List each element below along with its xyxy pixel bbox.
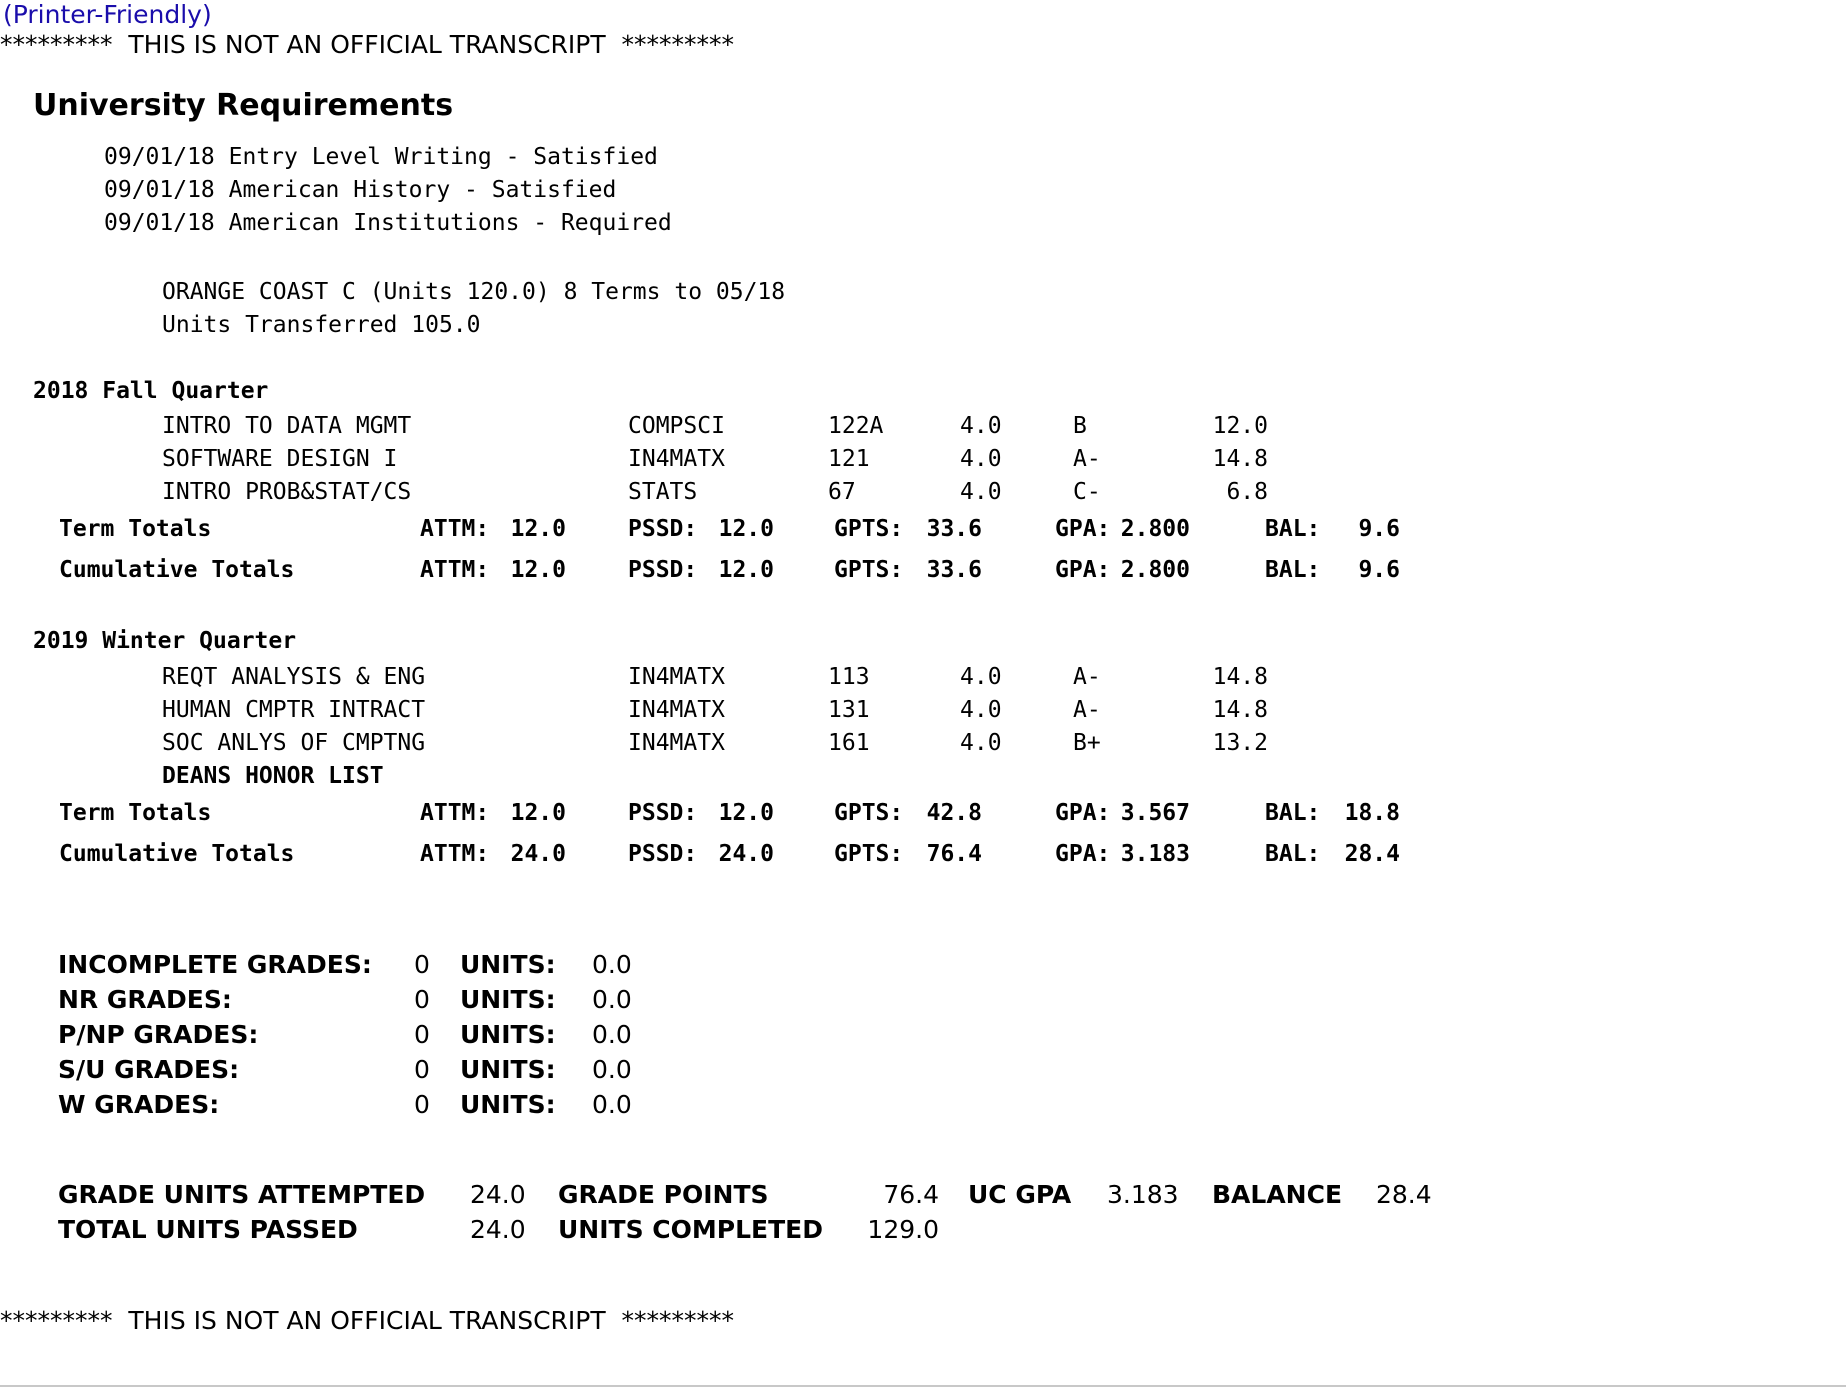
grade-units-label: UNITS:: [460, 1090, 556, 1119]
course-dept: COMPSCI: [628, 413, 725, 439]
course-grade: A-: [1073, 697, 1101, 723]
gpa-label: GPA:: [1055, 516, 1111, 542]
grade-units-label: UNITS:: [460, 950, 556, 979]
gpts-label: GPTS:: [834, 557, 904, 583]
course-units: 4.0: [960, 413, 1002, 439]
grade-count-label: INCOMPLETE GRADES:: [58, 950, 372, 979]
gpts-value: 42.8: [926, 800, 982, 826]
attm-value: 12.0: [510, 800, 566, 826]
gpts-label: GPTS:: [834, 841, 904, 867]
uc-gpa-label: UC GPA: [968, 1180, 1072, 1209]
gpts-value: 33.6: [926, 557, 982, 583]
course-units: 4.0: [960, 697, 1002, 723]
bal-label: BAL:: [1265, 800, 1321, 826]
grade-units-label: UNITS:: [460, 1055, 556, 1084]
gpa-value: 2.800: [1120, 516, 1190, 542]
cumulative-totals-label: Cumulative Totals: [59, 557, 295, 583]
gpa-value: 3.183: [1120, 841, 1190, 867]
bal-label: BAL:: [1265, 841, 1321, 867]
course-grade: A-: [1073, 446, 1101, 472]
attm-value: 24.0: [510, 841, 566, 867]
gpa-label: GPA:: [1055, 800, 1111, 826]
course-units: 4.0: [960, 479, 1002, 505]
term-totals-label: Term Totals: [59, 516, 212, 542]
pssd-label: PSSD:: [628, 557, 698, 583]
not-official-banner-top: ********* THIS IS NOT AN OFFICIAL TRANSCRIPT *********: [0, 30, 735, 59]
term-title: 2018 Fall Quarter: [33, 378, 269, 404]
pssd-value: 12.0: [718, 516, 774, 542]
gpts-value: 33.6: [926, 516, 982, 542]
course-number: 131: [828, 697, 870, 723]
course-title: REQT ANALYSIS & ENG: [162, 664, 426, 690]
attm-value: 12.0: [510, 516, 566, 542]
requirement-item: 09/01/18 American Institutions - Required: [104, 210, 672, 236]
attm-label: ATTM:: [420, 800, 490, 826]
bal-value: 18.8: [1344, 800, 1400, 826]
units-completed-label: UNITS COMPLETED: [558, 1215, 823, 1244]
course-units: 4.0: [960, 446, 1002, 472]
grade-count-value: 0: [414, 985, 430, 1014]
course-title: INTRO TO DATA MGMT: [162, 413, 412, 439]
cumulative-totals-label: Cumulative Totals: [59, 841, 295, 867]
units-transferred-line: Units Transferred 105.0: [162, 312, 481, 338]
course-dept: IN4MATX: [628, 664, 725, 690]
course-points: 14.8: [1212, 446, 1268, 472]
course-number: 161: [828, 730, 870, 756]
course-points: 12.0: [1212, 413, 1268, 439]
course-title: SOC ANLYS OF CMPTNG: [162, 730, 426, 756]
grade-units-label: UNITS:: [460, 985, 556, 1014]
attm-label: ATTM:: [420, 841, 490, 867]
term-totals-label: Term Totals: [59, 800, 212, 826]
grade-units-attempted-label: GRADE UNITS ATTEMPTED: [58, 1180, 426, 1209]
course-points: 14.8: [1212, 697, 1268, 723]
pssd-label: PSSD:: [628, 800, 698, 826]
transfer-school-line: ORANGE COAST C (Units 120.0) 8 Terms to 05/18: [162, 279, 786, 305]
requirement-item: 09/01/18 American History - Satisfied: [104, 177, 617, 203]
grade-units-value: 0.0: [592, 1090, 632, 1119]
grade-count-value: 0: [414, 950, 430, 979]
gpa-value: 2.800: [1120, 557, 1190, 583]
course-dept: IN4MATX: [628, 730, 725, 756]
total-units-passed-value: 24.0: [470, 1215, 526, 1244]
printer-friendly-link[interactable]: (Printer-Friendly): [3, 0, 212, 29]
course-number: 67: [828, 479, 856, 505]
gpts-label: GPTS:: [834, 516, 904, 542]
grade-count-value: 0: [414, 1020, 430, 1049]
grade-count-label: NR GRADES:: [58, 985, 232, 1014]
grade-units-value: 0.0: [592, 1020, 632, 1049]
course-number: 121: [828, 446, 870, 472]
course-title: INTRO PROB&STAT/CS: [162, 479, 412, 505]
total-units-passed-label: TOTAL UNITS PASSED: [58, 1215, 358, 1244]
course-grade: B: [1073, 413, 1087, 439]
bal-value: 9.6: [1358, 557, 1400, 583]
pssd-label: PSSD:: [628, 841, 698, 867]
grade-count-label: S/U GRADES:: [58, 1055, 240, 1084]
attm-label: ATTM:: [420, 557, 490, 583]
course-grade: B+: [1073, 730, 1101, 756]
course-number: 122A: [828, 413, 884, 439]
units-completed-value: 129.0: [867, 1215, 939, 1244]
pssd-label: PSSD:: [628, 516, 698, 542]
grade-count-label: P/NP GRADES:: [58, 1020, 259, 1049]
grade-units-value: 0.0: [592, 950, 632, 979]
gpts-label: GPTS:: [834, 800, 904, 826]
pssd-value: 24.0: [718, 841, 774, 867]
grade-points-label: GRADE POINTS: [558, 1180, 769, 1209]
grade-count-value: 0: [414, 1055, 430, 1084]
course-dept: IN4MATX: [628, 446, 725, 472]
grade-units-attempted-value: 24.0: [470, 1180, 526, 1209]
pssd-value: 12.0: [718, 557, 774, 583]
course-title: SOFTWARE DESIGN I: [162, 446, 398, 472]
attm-value: 12.0: [510, 557, 566, 583]
balance-label: BALANCE: [1212, 1180, 1343, 1209]
grade-count-value: 0: [414, 1090, 430, 1119]
term-title: 2019 Winter Quarter: [33, 628, 297, 654]
course-points: 6.8: [1226, 479, 1268, 505]
course-title: HUMAN CMPTR INTRACT: [162, 697, 426, 723]
course-grade: A-: [1073, 664, 1101, 690]
course-number: 113: [828, 664, 870, 690]
bal-value: 28.4: [1344, 841, 1400, 867]
gpa-value: 3.567: [1120, 800, 1190, 826]
course-points: 14.8: [1212, 664, 1268, 690]
bal-label: BAL:: [1265, 557, 1321, 583]
grade-units-value: 0.0: [592, 1055, 632, 1084]
course-units: 4.0: [960, 664, 1002, 690]
course-points: 13.2: [1212, 730, 1268, 756]
bal-value: 9.6: [1358, 516, 1400, 542]
course-units: 4.0: [960, 730, 1002, 756]
grade-points-value: 76.4: [883, 1180, 939, 1209]
gpts-value: 76.4: [926, 841, 982, 867]
uc-gpa-value: 3.183: [1107, 1180, 1179, 1209]
grade-count-label: W GRADES:: [58, 1090, 220, 1119]
requirement-item: 09/01/18 Entry Level Writing - Satisfied: [104, 144, 658, 170]
pssd-value: 12.0: [718, 800, 774, 826]
gpa-label: GPA:: [1055, 841, 1111, 867]
attm-label: ATTM:: [420, 516, 490, 542]
gpa-label: GPA:: [1055, 557, 1111, 583]
grade-units-value: 0.0: [592, 985, 632, 1014]
not-official-banner-bottom: ********* THIS IS NOT AN OFFICIAL TRANSCRIPT *********: [0, 1306, 735, 1335]
university-requirements-title: University Requirements: [33, 88, 454, 123]
grade-units-label: UNITS:: [460, 1020, 556, 1049]
course-dept: IN4MATX: [628, 697, 725, 723]
bal-label: BAL:: [1265, 516, 1321, 542]
course-dept: STATS: [628, 479, 698, 505]
balance-value: 28.4: [1376, 1180, 1432, 1209]
deans-honor-list: DEANS HONOR LIST: [162, 763, 384, 789]
course-grade: C-: [1073, 479, 1101, 505]
